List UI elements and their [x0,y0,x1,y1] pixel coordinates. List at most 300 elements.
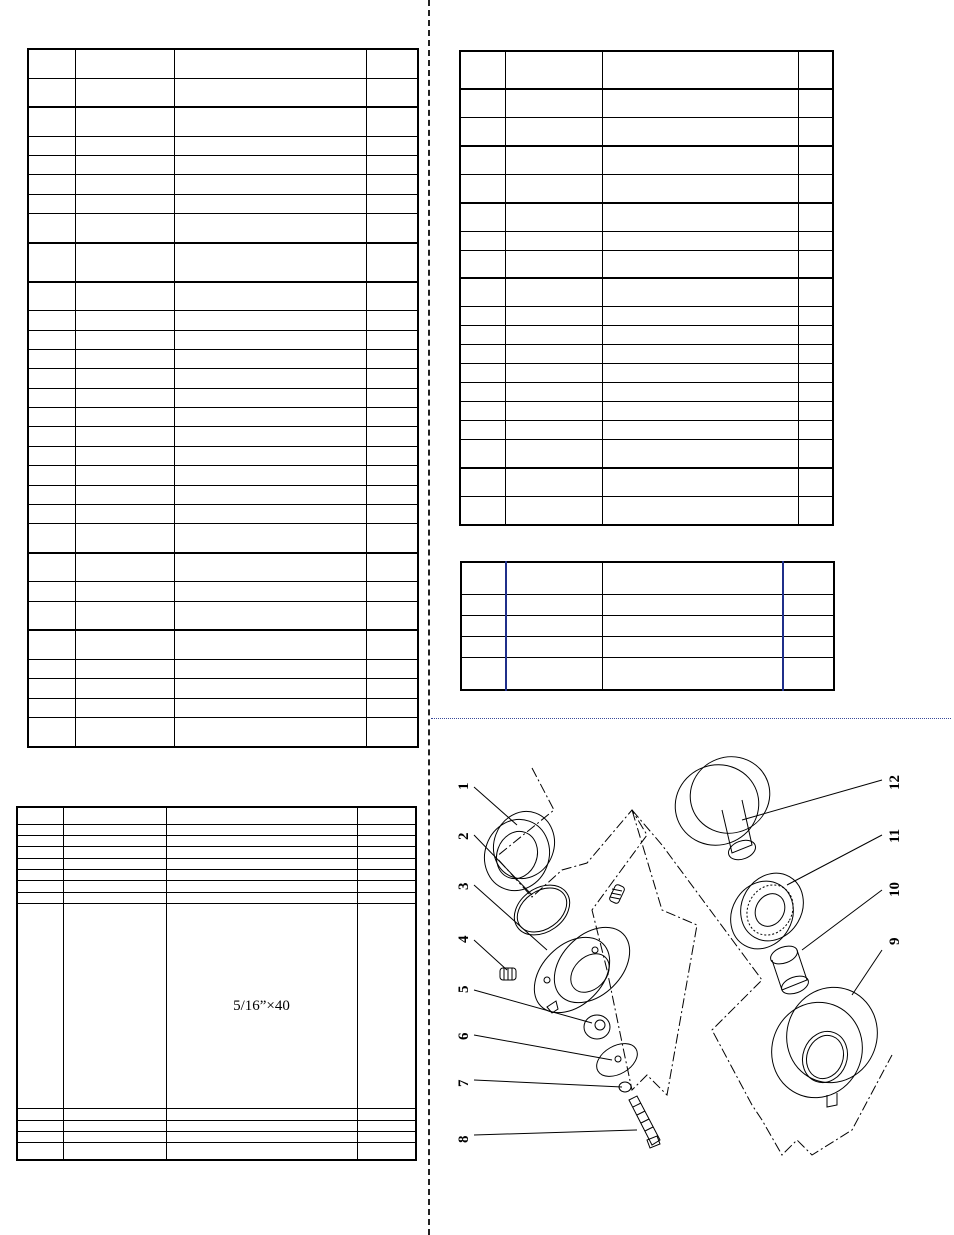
table-cell [460,496,505,525]
table-cell [366,330,418,349]
parts-table-right-small [460,561,835,691]
table-row [28,466,418,485]
table-cell [174,446,366,465]
table-cell [602,345,798,364]
table-cell [506,562,602,594]
table-cell [357,858,416,869]
table-cell [17,835,63,846]
table-row [460,345,833,364]
table-row [28,659,418,678]
table-cell [366,243,418,282]
table-cell [75,107,174,136]
table-cell [366,630,418,659]
table-cell [366,698,418,717]
part-6-washer [591,1037,643,1083]
table-cell [461,637,506,658]
table-cell [505,440,602,468]
table-cell [460,174,505,202]
table-cell [366,504,418,523]
table-cell [460,250,505,278]
table-cell [75,524,174,553]
table-cell [505,383,602,402]
part-label-6: 6 [456,1032,472,1040]
table-cell [602,383,798,402]
table-row [28,388,418,407]
table-cell [366,485,418,504]
table-row [460,203,833,231]
table-cell [28,659,75,678]
table-cell [357,835,416,846]
table-cell [460,326,505,345]
table-row [28,136,418,155]
table-cell [17,1143,63,1160]
part-5-bushing [584,1015,610,1039]
table-cell [366,388,418,407]
table-cell [75,446,174,465]
table-cell [366,446,418,465]
table-cell [174,214,366,243]
table-cell [63,904,166,1109]
table-cell [506,594,602,615]
table-cell [505,117,602,145]
table-cell [366,49,418,78]
table-cell [461,658,506,690]
table-cell [166,1131,357,1142]
table-cell [17,824,63,835]
table-cell [28,679,75,698]
table-cell [366,282,418,311]
table-cell [75,349,174,368]
table-row [28,349,418,368]
table-cell [166,892,357,903]
table-cell [28,485,75,504]
table-cell [357,881,416,892]
table-cell [461,615,506,636]
table-row [17,870,416,881]
table-cell [75,136,174,155]
table-row [28,330,418,349]
table-cell [460,203,505,231]
table-cell [75,427,174,446]
table-cell [460,345,505,364]
table-cell [28,698,75,717]
table-cell [166,1109,357,1120]
table-cell [28,718,75,747]
table-cell [174,504,366,523]
table-cell [75,679,174,698]
table-cell [357,1120,416,1131]
table-row [17,807,416,824]
table-row [460,468,833,496]
table-row [460,307,833,326]
table-cell [505,402,602,421]
table-cell [798,231,833,250]
table-cell [28,349,75,368]
table-cell [357,870,416,881]
table-row [28,698,418,717]
table-cell [505,278,602,306]
part-label-7: 7 [456,1079,472,1087]
table-cell [460,383,505,402]
vertical-divider [428,0,430,1235]
table-cell [75,582,174,601]
table-cell [798,117,833,145]
table-cell [602,89,798,117]
set-screw-upper [609,884,626,905]
table-cell [357,807,416,824]
table-cell [63,1143,166,1160]
table-cell [602,658,783,690]
table-cell [75,630,174,659]
table-cell [28,504,75,523]
table-cell [366,427,418,446]
table-cell [506,615,602,636]
table-cell [366,524,418,553]
table-cell [17,858,63,869]
table-cell [17,807,63,824]
table-cell [63,881,166,892]
table-cell [602,615,783,636]
table-cell [28,175,75,194]
table-cell [602,637,783,658]
table-cell [460,278,505,306]
table-cell [505,250,602,278]
part-label-5: 5 [456,985,472,993]
table-cell [166,807,357,824]
table-row [461,615,834,636]
table-cell [166,835,357,846]
table-row [17,892,416,903]
table-cell [28,243,75,282]
table-cell [366,718,418,747]
table-cell [505,345,602,364]
table-cell [28,524,75,553]
part-9-drum [758,975,890,1111]
table-cell [366,582,418,601]
table-cell [75,369,174,388]
table-row [28,78,418,107]
table-cell [174,107,366,136]
table-cell [174,601,366,630]
table-cell [75,156,174,175]
table-row [461,562,834,594]
table-cell [28,553,75,582]
table-row [28,49,418,78]
table-cell [505,203,602,231]
table-row [17,904,416,1109]
table-cell [28,214,75,243]
table-cell [75,408,174,427]
table-cell [798,345,833,364]
table-cell [174,524,366,553]
table-row [460,326,833,345]
table-cell [174,485,366,504]
table-row [28,175,418,194]
table-cell [366,408,418,427]
part-8-bolt [629,1096,660,1148]
table-cell [783,637,834,658]
table-cell [17,892,63,903]
table-cell [75,49,174,78]
part-label-12: 12 [887,775,903,790]
table-cell [505,146,602,174]
table-cell [460,468,505,496]
table-row [460,117,833,145]
table-row [461,637,834,658]
table-cell [174,175,366,194]
table-cell [460,440,505,468]
part-label-4: 4 [456,935,472,943]
table-row [460,421,833,440]
table-cell [602,468,798,496]
table-cell [461,594,506,615]
part-2-oring [505,875,579,945]
part-4-set-screw [500,968,516,980]
table-cell [28,78,75,107]
table-cell [366,553,418,582]
part-label-2: 2 [456,832,472,840]
part-3-hub [520,913,645,1028]
table-cell [17,881,63,892]
table-row [17,1143,416,1160]
table-cell [174,49,366,78]
table-cell [366,659,418,678]
table-cell [602,402,798,421]
table-cell [174,630,366,659]
table-cell [28,49,75,78]
table-cell [366,679,418,698]
table-cell [783,658,834,690]
table-cell [75,311,174,330]
table-cell [63,1120,166,1131]
table-cell [63,892,166,903]
table-cell [798,174,833,202]
table-cell [75,553,174,582]
table-row [460,496,833,525]
table-row [17,1131,416,1142]
table-cell [602,203,798,231]
table-cell [28,311,75,330]
table-row [28,504,418,523]
table-cell [798,89,833,117]
table-cell [174,718,366,747]
table-cell [602,421,798,440]
table-cell [798,146,833,174]
table-cell [174,388,366,407]
table-cell [174,659,366,678]
table-cell [75,214,174,243]
table-cell [602,594,783,615]
table-cell [63,835,166,846]
table-cell [174,330,366,349]
table-row [28,282,418,311]
table-cell [166,1143,357,1160]
part-label-9: 9 [887,937,903,945]
table-cell [798,307,833,326]
table-cell [366,136,418,155]
table-cell [798,326,833,345]
table-row [460,402,833,421]
table-row [28,524,418,553]
table-cell [602,496,798,525]
table-cell [28,601,75,630]
table-cell [357,904,416,1109]
part-label-10: 10 [887,882,903,897]
table-cell [505,89,602,117]
exploded-parts-diagram [432,735,950,1215]
table-cell [602,326,798,345]
table-cell [357,1143,416,1160]
table-cell [75,466,174,485]
table-cell [17,1120,63,1131]
part-label-8: 8 [456,1135,472,1143]
table-cell [460,402,505,421]
table-cell [506,637,602,658]
table-cell [75,175,174,194]
table-cell [366,107,418,136]
table-cell [174,553,366,582]
table-cell [75,78,174,107]
table-cell [366,311,418,330]
table-cell [505,496,602,525]
table-cell [28,156,75,175]
part-label-1: 1 [456,782,472,790]
table-cell [174,282,366,311]
table-cell [798,468,833,496]
table-cell [602,51,798,89]
table-cell [75,504,174,523]
table-cell [28,107,75,136]
table-row [28,446,418,465]
table-cell [460,146,505,174]
table-cell [28,630,75,659]
table-cell [798,278,833,306]
table-row [17,835,416,846]
table-cell [366,156,418,175]
table-cell [28,408,75,427]
parts-table-left-top [27,48,419,748]
table-cell [505,51,602,89]
table-row [17,1120,416,1131]
table-cell [798,496,833,525]
table-cell [28,427,75,446]
table-cell [506,658,602,690]
table-cell [460,364,505,383]
table-row [17,847,416,858]
table-row [460,250,833,278]
table-cell [505,174,602,202]
table-row [28,408,418,427]
table-cell [28,369,75,388]
table-cell [602,562,783,594]
table-cell [17,870,63,881]
table-cell [174,243,366,282]
table-row [460,146,833,174]
parts-table-right-top [459,50,834,526]
table-cell [798,383,833,402]
table-row [28,311,418,330]
table-cell [505,326,602,345]
table-cell [357,1131,416,1142]
table-cell [783,562,834,594]
table-row [28,630,418,659]
table-cell [63,870,166,881]
table-cell [602,307,798,326]
assembly-outline-right [632,810,892,1155]
table-cell [174,156,366,175]
table-cell [505,307,602,326]
table-row [460,51,833,89]
table-cell [174,136,366,155]
table-cell [75,282,174,311]
table-cell [174,194,366,213]
table-cell [357,824,416,835]
part-11-bearing [719,862,816,961]
table-row [460,364,833,383]
table-cell [28,466,75,485]
table-cell [75,698,174,717]
table-cell [798,250,833,278]
table-row [28,194,418,213]
table-cell [460,307,505,326]
table-cell [174,466,366,485]
table-cell [63,807,166,824]
table-cell [63,1109,166,1120]
table-cell [366,194,418,213]
table-cell [460,89,505,117]
table-cell [63,858,166,869]
table-cell [505,468,602,496]
table-cell [602,278,798,306]
part-12-flange-shaft [664,746,781,864]
table-row [460,174,833,202]
table-cell [28,136,75,155]
table-cell [166,824,357,835]
table-cell [798,364,833,383]
table-cell [166,1120,357,1131]
table-cell [17,847,63,858]
table-cell [366,466,418,485]
table-cell [28,582,75,601]
table-cell [28,330,75,349]
table-cell [174,349,366,368]
table-row [28,214,418,243]
table-cell [75,659,174,678]
table-row [17,1109,416,1120]
table-cell [602,364,798,383]
table-row [28,243,418,282]
table-cell [366,349,418,368]
part-10-bushing [768,943,811,998]
table-cell [357,1109,416,1120]
table-cell [366,214,418,243]
horizontal-divider [431,718,951,719]
table-cell [357,847,416,858]
table-cell [798,440,833,468]
table-row [460,440,833,468]
table-cell [505,364,602,383]
table-cell [174,369,366,388]
table-cell [17,904,63,1109]
table-row [28,679,418,698]
table-cell [174,311,366,330]
table-row [28,718,418,747]
table-cell [366,601,418,630]
table-cell [602,117,798,145]
table-row [460,89,833,117]
table-cell [798,421,833,440]
table-cell [28,282,75,311]
